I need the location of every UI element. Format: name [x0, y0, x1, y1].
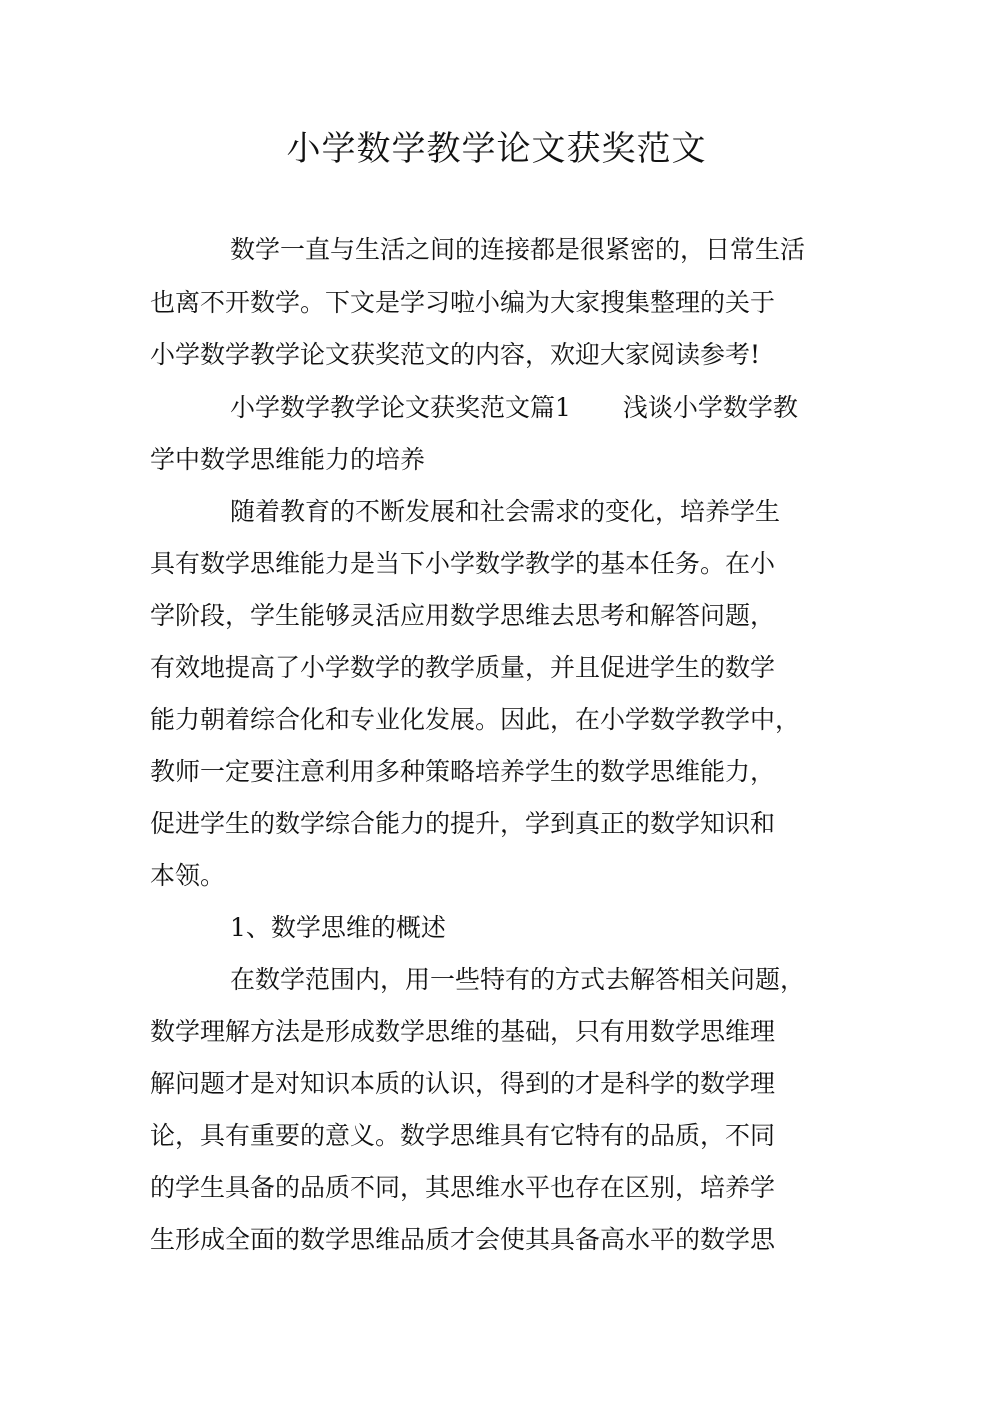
paragraph-line: 教师一定要注意利用多种策略培养学生的数学思维能力， [150, 757, 776, 786]
paragraph-line: 的学生具备的品质不同，其思维水平也存在区别，培养学 [150, 1173, 776, 1202]
section-heading [230, 393, 798, 423]
paragraph-line: 也离不开数学。下文是学习啦小编为大家搜集整理的关于 [150, 288, 776, 317]
heading-part: 浅谈小学数学教 [622, 393, 798, 422]
paragraph-line: 本领。 [150, 861, 226, 890]
paragraph-line: 能力朝着综合化和专业化发展。因此，在小学数学教学中， [150, 705, 801, 734]
subsection-heading: 1、数学思维的概述 [230, 913, 446, 942]
paragraph-line: 论，具有重要的意义。数学思维具有它特有的品质，不同 [150, 1121, 776, 1150]
paragraph-line: 生形成全面的数学思维品质才会使其具备高水平的数学思 [150, 1225, 776, 1254]
paragraph-line: 学阶段，学生能够灵活应用数学思维去思考和解答问题， [150, 601, 776, 630]
paragraph-line: 促进学生的数学综合能力的提升，学到真正的数学知识和 [150, 809, 776, 838]
section-heading-continued: 学中数学思维能力的培养 [150, 445, 426, 474]
paragraph-line: 数学一直与生活之间的连接都是很紧密的，日常生活 [230, 235, 806, 264]
heading-part: 小学数学教学论文获奖范文篇1 [230, 393, 571, 422]
paragraph-line: 数学理解方法是形成数学思维的基础，只有用数学思维理 [150, 1017, 776, 1046]
paragraph-line: 解问题才是对知识本质的认识，得到的才是科学的数学理 [150, 1069, 776, 1098]
paragraph-line: 具有数学思维能力是当下小学数学教学的基本任务。在小 [150, 549, 776, 578]
paragraph-line: 在数学范围内，用一些特有的方式去解答相关问题， [230, 965, 806, 994]
paragraph-line: 有效地提高了小学数学的教学质量，并且促进学生的数学 [150, 653, 776, 682]
document-title: 小学数学教学论文获奖范文 [286, 129, 707, 169]
paragraph-line: 随着教育的不断发展和社会需求的变化，培养学生 [230, 497, 781, 526]
paragraph-line: 小学数学教学论文获奖范文的内容，欢迎大家阅读参考! [150, 340, 761, 369]
